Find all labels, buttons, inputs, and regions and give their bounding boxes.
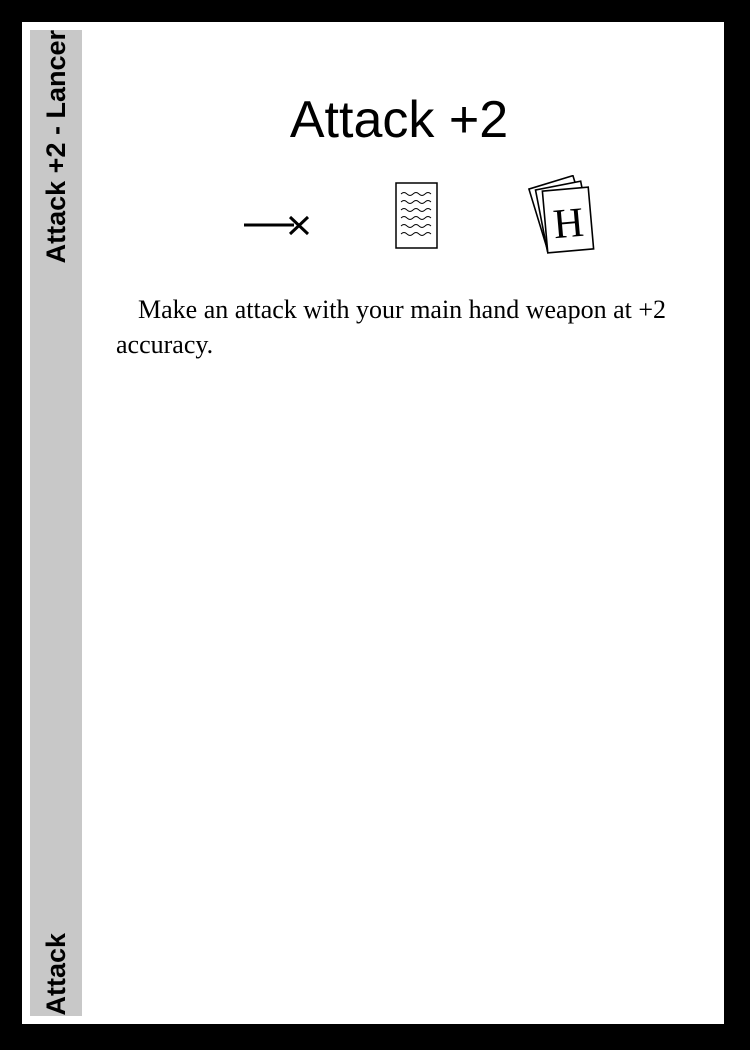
sidebar-top-label-text: Attack +2 - Lancer [40, 30, 71, 264]
sidebar-bottom-label [30, 716, 82, 1016]
arrow-attack-icon [242, 205, 312, 250]
cards-h-icon [517, 175, 607, 280]
card [20, 20, 726, 1026]
page-title: Attack +2 [289, 91, 509, 149]
icon-row [82, 175, 716, 285]
sidebar-bottom-label-text: Attack [40, 933, 71, 1016]
card-sidebar [30, 30, 82, 1016]
svg-text:H: H [551, 199, 586, 249]
card-body-text: Make an attack with your main hand weapon at +2 accuracy. [116, 295, 666, 360]
note-page-icon [392, 180, 442, 257]
card-content [82, 30, 716, 1016]
sidebar-top-label [30, 30, 82, 430]
